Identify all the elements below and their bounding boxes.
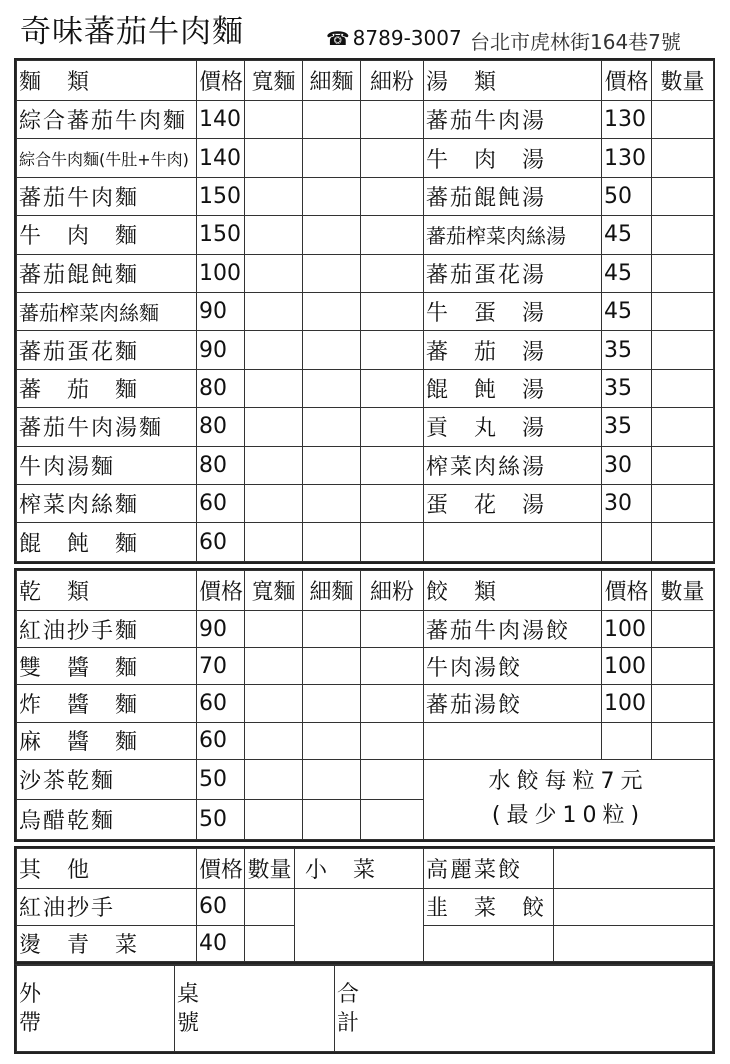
thin-noodle-cell[interactable] — [303, 523, 361, 562]
thin-noodle-cell[interactable] — [303, 369, 361, 407]
vermicelli-cell[interactable] — [361, 648, 424, 685]
others-section-title: 其 他 — [17, 849, 197, 889]
takeout-label-line1: 外 — [19, 981, 42, 1007]
thin-noodle-cell[interactable] — [303, 685, 361, 722]
noodle-item-price: 60 — [197, 523, 245, 562]
soup-item-name: 貢 丸 湯 — [424, 408, 602, 446]
vermicelli-cell[interactable] — [361, 408, 424, 446]
quantity-cell[interactable] — [652, 369, 714, 407]
quantity-cell[interactable] — [652, 216, 714, 254]
wide-noodle-cell[interactable] — [245, 254, 303, 292]
menu-row — [17, 648, 714, 685]
footer-section — [14, 964, 715, 1054]
empty-cell — [424, 722, 602, 759]
soup-item-price: 45 — [602, 293, 652, 331]
noodle-item-name: 牛肉湯麵 — [17, 446, 197, 484]
table-number-field[interactable] — [175, 966, 335, 1052]
col-vermicelli: 細粉 — [361, 571, 424, 611]
soup-item-price: 35 — [602, 331, 652, 369]
quantity-cell[interactable] — [652, 139, 714, 177]
takeout-label-line2: 帶 — [19, 1010, 42, 1036]
vermicelli-cell[interactable] — [361, 369, 424, 407]
total-label-line1: 合 — [337, 981, 360, 1007]
empty-cell — [424, 523, 602, 562]
dry-item-price: 90 — [197, 611, 245, 648]
takeout-field[interactable] — [17, 966, 175, 1052]
soup-item-price: 35 — [602, 408, 652, 446]
shop-address: 台北市虎林街164巷7號 — [470, 30, 681, 54]
col-thin-noodle: 細麵 — [303, 571, 361, 611]
soup-section-title: 湯 類 — [424, 61, 602, 101]
wide-noodle-cell[interactable] — [245, 101, 303, 139]
dumpling-note-line1: 水餃每粒7元 — [488, 769, 649, 795]
soup-item-price: 45 — [602, 216, 652, 254]
noodle-soup-section — [14, 58, 715, 564]
vermicelli-cell[interactable] — [361, 293, 424, 331]
quantity-cell[interactable] — [652, 648, 714, 685]
vermicelli-cell[interactable] — [361, 101, 424, 139]
dumpling-item-name: 蕃茄湯餃 — [424, 685, 602, 722]
noodle-item-price: 90 — [197, 293, 245, 331]
wide-noodle-cell[interactable] — [245, 331, 303, 369]
soup-item-name: 蕃茄蛋花湯 — [424, 254, 602, 292]
soup-item-name: 蕃 茄 湯 — [424, 331, 602, 369]
noodle-item-price: 150 — [197, 177, 245, 215]
col-quantity: 數量 — [245, 849, 295, 889]
col-wide-noodle: 寬麵 — [245, 571, 303, 611]
other-item-name: 燙 青 菜 — [17, 925, 197, 962]
col-wide-noodle: 寬麵 — [245, 61, 303, 101]
vermicelli-cell[interactable] — [361, 685, 424, 722]
vermicelli-cell[interactable] — [361, 523, 424, 562]
thin-noodle-cell[interactable] — [303, 293, 361, 331]
thin-noodle-cell[interactable] — [303, 101, 361, 139]
menu-row — [17, 446, 714, 484]
noodle-item-name: 蕃茄牛肉麵 — [17, 177, 197, 215]
thin-noodle-cell[interactable] — [303, 485, 361, 523]
dry-item-name: 麻 醬 麵 — [17, 722, 197, 759]
side-dish-item-name: 高麗菜餃 — [424, 849, 554, 889]
dry-item-name: 炸 醬 麵 — [17, 685, 197, 722]
menu-row — [17, 611, 714, 648]
wide-noodle-cell[interactable] — [245, 139, 303, 177]
noodle-item-name: 蕃茄牛肉湯麵 — [17, 408, 197, 446]
vermicelli-cell[interactable] — [361, 799, 424, 839]
dry-dumpling-header-row — [17, 571, 714, 611]
quantity-cell[interactable] — [652, 408, 714, 446]
wide-noodle-cell[interactable] — [245, 293, 303, 331]
dumpling-note — [424, 759, 714, 839]
wide-noodle-cell[interactable] — [245, 369, 303, 407]
col-quantity: 數量 — [652, 571, 714, 611]
thin-noodle-cell[interactable] — [303, 759, 361, 799]
menu-row — [17, 139, 714, 177]
thin-noodle-cell[interactable] — [303, 799, 361, 839]
vermicelli-cell[interactable] — [361, 254, 424, 292]
wide-noodle-cell[interactable] — [245, 611, 303, 648]
thin-noodle-cell[interactable] — [303, 177, 361, 215]
thin-noodle-cell[interactable] — [303, 722, 361, 759]
vermicelli-cell[interactable] — [361, 722, 424, 759]
noodle-item-price: 60 — [197, 485, 245, 523]
other-item-price: 40 — [197, 925, 245, 962]
quantity-cell[interactable] — [652, 254, 714, 292]
soup-item-name: 牛 肉 湯 — [424, 139, 602, 177]
thin-noodle-cell[interactable] — [303, 446, 361, 484]
wide-noodle-cell[interactable] — [245, 177, 303, 215]
dry-item-price: 50 — [197, 799, 245, 839]
vermicelli-cell[interactable] — [361, 331, 424, 369]
col-thin-noodle: 細麵 — [303, 61, 361, 101]
side-dish-item-name: 韭 菜 餃 — [424, 889, 554, 926]
wide-noodle-cell[interactable] — [245, 648, 303, 685]
thin-noodle-cell[interactable] — [303, 216, 361, 254]
dumpling-item-price: 100 — [602, 611, 652, 648]
wide-noodle-cell[interactable] — [245, 523, 303, 562]
empty-cell — [602, 722, 652, 759]
quantity-cell[interactable] — [652, 685, 714, 722]
table-label-line1: 桌 — [177, 981, 200, 1007]
thin-noodle-cell[interactable] — [303, 139, 361, 177]
soup-item-price: 50 — [602, 177, 652, 215]
other-item-name: 紅油抄手 — [17, 889, 197, 926]
noodle-item-price: 90 — [197, 331, 245, 369]
total-field[interactable] — [335, 966, 713, 1052]
menu-row — [17, 101, 714, 139]
noodle-item-name: 蕃茄蛋花麵 — [17, 331, 197, 369]
dumpling-item-price: 100 — [602, 685, 652, 722]
noodle-item-price: 150 — [197, 216, 245, 254]
dry-section-title: 乾 類 — [17, 571, 197, 611]
noodle-item-name: 蕃茄榨菜肉絲麵 — [17, 293, 197, 331]
quantity-cell[interactable] — [652, 331, 714, 369]
menu-row — [17, 722, 714, 759]
noodle-item-price: 80 — [197, 446, 245, 484]
phone-number — [326, 26, 462, 50]
thin-noodle-cell[interactable] — [303, 648, 361, 685]
vermicelli-cell[interactable] — [361, 611, 424, 648]
soup-item-name: 蕃茄榨菜肉絲湯 — [424, 216, 602, 254]
vermicelli-cell[interactable] — [361, 139, 424, 177]
col-quantity: 數量 — [652, 61, 714, 101]
col-price: 價格 — [197, 571, 245, 611]
menu-row — [17, 254, 714, 292]
wide-noodle-cell[interactable] — [245, 446, 303, 484]
col-price: 價格 — [197, 61, 245, 101]
quantity-cell[interactable] — [652, 177, 714, 215]
dry-dumpling-section — [14, 568, 715, 842]
quantity-cell[interactable] — [652, 722, 714, 759]
others-header-row — [17, 849, 714, 889]
noodle-item-price: 80 — [197, 369, 245, 407]
thin-noodle-cell[interactable] — [303, 408, 361, 446]
menu-row — [17, 523, 714, 562]
phone-text: 8789-3007 — [352, 26, 462, 50]
quantity-cell[interactable] — [652, 446, 714, 484]
noodle-item-price: 140 — [197, 101, 245, 139]
quantity-cell[interactable] — [245, 889, 295, 926]
shop-title: 奇味蕃茄牛肉麵 — [20, 14, 244, 50]
wide-noodle-cell[interactable] — [245, 216, 303, 254]
noodle-item-name: 綜合牛肉麵(牛肚+牛肉) — [17, 139, 197, 177]
menu-row — [17, 685, 714, 722]
col-price: 價格 — [602, 571, 652, 611]
quantity-cell[interactable] — [554, 925, 714, 962]
menu-row — [17, 369, 714, 407]
quantity-cell[interactable] — [652, 293, 714, 331]
thin-noodle-cell[interactable] — [303, 331, 361, 369]
dry-item-price: 70 — [197, 648, 245, 685]
col-vermicelli: 細粉 — [361, 61, 424, 101]
table-label-line2: 號 — [177, 1010, 200, 1036]
col-price: 價格 — [197, 849, 245, 889]
vermicelli-cell[interactable] — [361, 446, 424, 484]
noodle-item-price: 80 — [197, 408, 245, 446]
wide-noodle-cell[interactable] — [245, 759, 303, 799]
quantity-cell[interactable] — [554, 849, 714, 889]
noodle-item-name: 蕃茄餛飩麵 — [17, 254, 197, 292]
dry-item-name: 沙茶乾麵 — [17, 759, 197, 799]
dry-item-price: 50 — [197, 759, 245, 799]
menu-row — [17, 216, 714, 254]
others-side-section — [14, 846, 715, 964]
soup-item-price: 45 — [602, 254, 652, 292]
soup-item-price: 130 — [602, 101, 652, 139]
side-dish-empty-area — [295, 889, 424, 962]
noodle-item-name: 綜合蕃茄牛肉麵 — [17, 101, 197, 139]
quantity-cell[interactable] — [652, 485, 714, 523]
thin-noodle-cell[interactable] — [303, 254, 361, 292]
menu-row — [17, 408, 714, 446]
wide-noodle-cell[interactable] — [245, 408, 303, 446]
soup-item-price: 35 — [602, 369, 652, 407]
soup-item-name: 蕃茄牛肉湯 — [424, 101, 602, 139]
menu-row — [17, 759, 714, 799]
vermicelli-cell[interactable] — [361, 485, 424, 523]
soup-item-name: 蕃茄餛飩湯 — [424, 177, 602, 215]
soup-item-name: 蛋 花 湯 — [424, 485, 602, 523]
quantity-cell[interactable] — [554, 889, 714, 926]
menu-row — [17, 331, 714, 369]
noodle-item-name: 蕃 茄 麵 — [17, 369, 197, 407]
soup-item-name: 餛 飩 湯 — [424, 369, 602, 407]
empty-cell — [602, 523, 652, 562]
dry-item-price: 60 — [197, 722, 245, 759]
wide-noodle-cell[interactable] — [245, 485, 303, 523]
soup-item-name: 牛 蛋 湯 — [424, 293, 602, 331]
empty-cell — [424, 925, 554, 962]
vermicelli-cell[interactable] — [361, 177, 424, 215]
quantity-cell[interactable] — [652, 611, 714, 648]
noodle-soup-header-row — [17, 61, 714, 101]
dumpling-item-name: 牛肉湯餃 — [424, 648, 602, 685]
phone-icon: ☎ — [326, 28, 350, 50]
soup-item-price: 30 — [602, 446, 652, 484]
dry-item-name: 雙 醬 麵 — [17, 648, 197, 685]
vermicelli-cell[interactable] — [361, 216, 424, 254]
side-dish-section-title: 小 菜 — [295, 849, 424, 889]
dumpling-note-line2: (最少10粒) — [491, 803, 646, 829]
wide-noodle-cell[interactable] — [245, 722, 303, 759]
soup-item-name: 榨菜肉絲湯 — [424, 446, 602, 484]
quantity-cell[interactable] — [652, 523, 714, 562]
other-item-price: 60 — [197, 889, 245, 926]
dry-item-name: 烏醋乾麵 — [17, 799, 197, 839]
menu-row — [17, 485, 714, 523]
soup-item-price: 130 — [602, 139, 652, 177]
dumpling-section-title: 餃 類 — [424, 571, 602, 611]
noodle-item-price: 100 — [197, 254, 245, 292]
total-label-line2: 計 — [337, 1010, 360, 1036]
wide-noodle-cell[interactable] — [245, 685, 303, 722]
quantity-cell[interactable] — [245, 925, 295, 962]
soup-item-price: 30 — [602, 485, 652, 523]
dumpling-item-name: 蕃茄牛肉湯餃 — [424, 611, 602, 648]
menu-row — [17, 889, 714, 926]
menu-row — [17, 293, 714, 331]
thin-noodle-cell[interactable] — [303, 611, 361, 648]
noodle-item-price: 140 — [197, 139, 245, 177]
noodle-item-name: 餛 飩 麵 — [17, 523, 197, 562]
noodle-item-name: 榨菜肉絲麵 — [17, 485, 197, 523]
dry-item-price: 60 — [197, 685, 245, 722]
vermicelli-cell[interactable] — [361, 759, 424, 799]
dumpling-item-price: 100 — [602, 648, 652, 685]
quantity-cell[interactable] — [652, 101, 714, 139]
wide-noodle-cell[interactable] — [245, 799, 303, 839]
noodle-item-name: 牛 肉 麵 — [17, 216, 197, 254]
col-price: 價格 — [602, 61, 652, 101]
menu-row — [17, 177, 714, 215]
noodle-section-title: 麵 類 — [17, 61, 197, 101]
dry-item-name: 紅油抄手麵 — [17, 611, 197, 648]
